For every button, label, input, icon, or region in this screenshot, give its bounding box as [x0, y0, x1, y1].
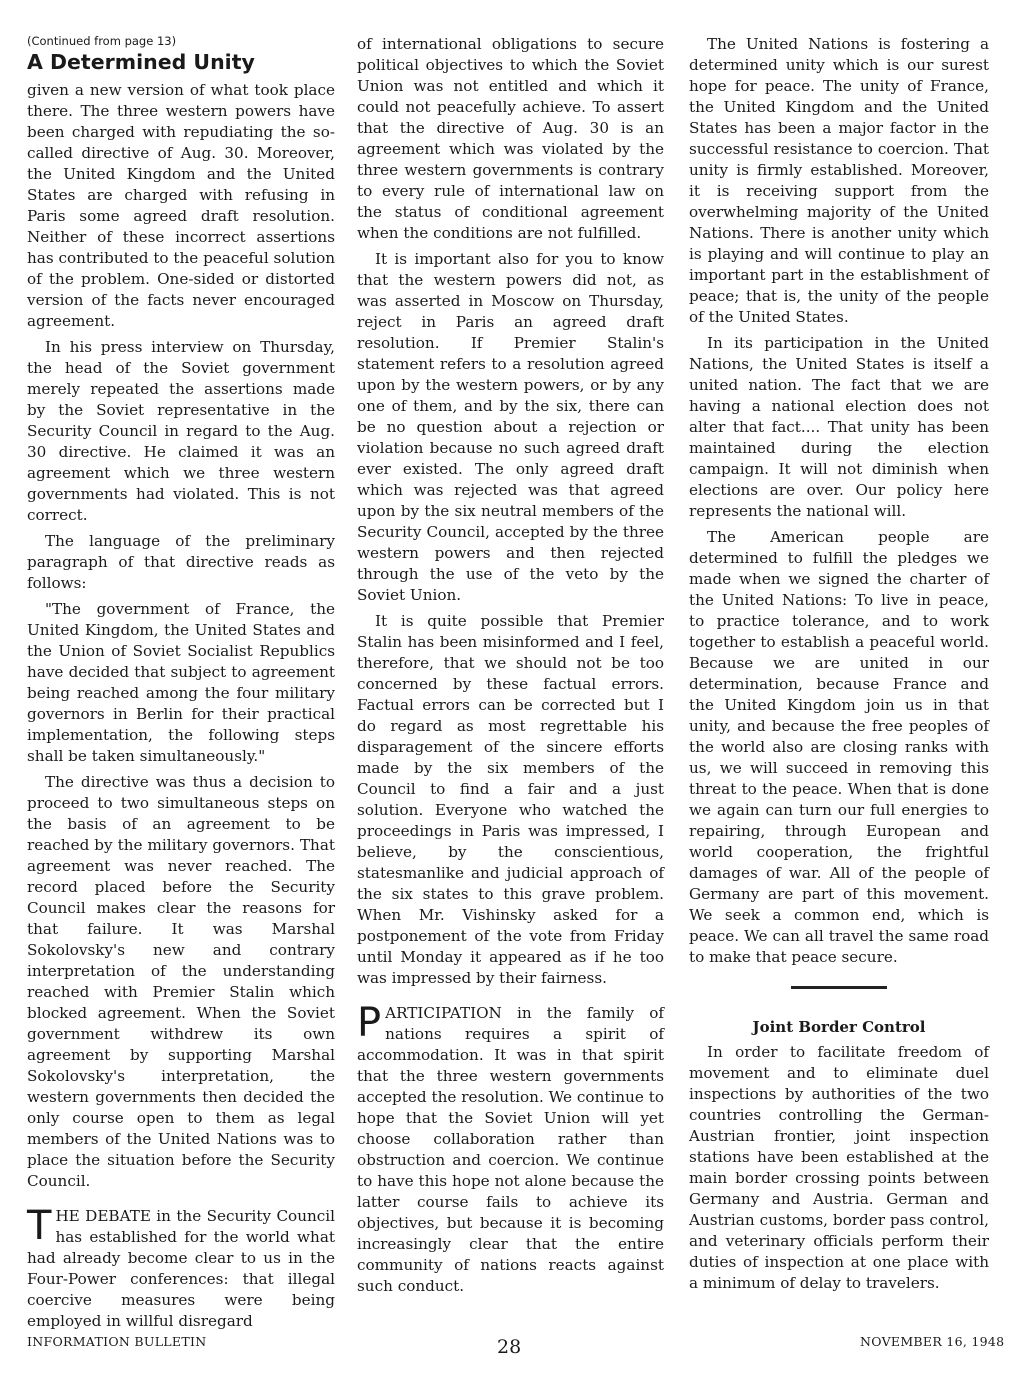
drop-cap: P [357, 1000, 382, 1046]
paragraph: given a new version of what took place there. The three western powers have been charged with repudiating the so-called directive of Aug. 30. Moreover, the United Kingdom and the United States are charged with refusing in Paris some agreed draft resolution. Neither of these incorrect assertions has contributed to the peaceful solution of the problem. One-sided or distorted version of the facts never encouraged agreement. [27, 81, 335, 330]
continued-note: (Continued from page 13) [27, 34, 177, 48]
drop-cap: T [27, 1203, 52, 1249]
page-number: 28 [497, 1336, 522, 1358]
paragraph: The United Nations is fostering a determined unity which is our surest hope for peace. The unity of France, the United Kingdom and the United States has been a major factor in the successful resistance to coercion. That unity is firmly established. Moreover, it is receiving support from the overwhelming majority of the United Nations. There is another unity which is playing and will continue to play an important part in the establishment of peace; that is, the unity of the people of the United States. [689, 35, 989, 326]
paragraph: The directive was thus a decision to proceed to two simultaneous steps on the basis of an agreement to be reached by the military governors. That agreement was never reached. The record placed before the Security Council makes clear the reasons for that failure. It was Marshal Sokolovsky's new and contrary interpretation of the understanding reached with Premier Stalin which blocked agreement. When the Soviet government withdrew its own agreement by supporting Marshal Sokolovsky's interpretation, the western governments then decided the only course open to them as legal members of the United Nations was to place the situation before the Security Council. [27, 773, 335, 1190]
column-right [689, 34, 989, 1299]
paragraph: In its participation in the United Nations, the United States is itself a united nation. The fact that we are having a national election does not alter that fact.... That unity has been maintained during the election campaign. It will not diminish when elections are over. Our policy here represents the national will. [689, 334, 989, 520]
paragraph: It is important also for you to know that the western powers did not, as was asserted in Moscow on Thursday, reject in Paris an agreed draft resolution. If Premier Stalin's statement refers to a resolution agreed upon by the western powers, or by any one of them, and by the six, there can be no question about a rejection or violation because no such agreed draft ever existed. The only agreed draft which was rejected was that agreed upon by the six neutral members of the Security Council, accepted by the three western powers and then rejected through the use of the veto by the Soviet Union. [357, 250, 664, 604]
column-left [27, 34, 335, 1337]
footer-publication: INFORMATION BULLETIN [27, 1334, 207, 1349]
paragraph-text: ARTICIPATION in the family of nations requires a spirit of accommodation. It was in that spirit that the three western governments accepted the resolution. We continue to hope that the Soviet Union will yet choose collaboration rather than obstruction and coercion. We continue to have this hope not alone because the latter course fails to achieve its objectives, but because it is becoming increasingly clear that the entire community of nations reacts against such conduct. [357, 1004, 664, 1295]
paragraph: In his press interview on Thursday, the head of the Soviet government merely repeated the assertions made by the Soviet representative in the Security Council in regard to the Aug. 30 directive. He claimed it was an agreement which we three western governments had violated. This is not correct. [27, 338, 335, 524]
paragraph-dropcap [357, 1000, 664, 1297]
section-heading: Joint Border Control [752, 1018, 926, 1036]
paragraph-text: HE DEBATE in the Security Council has established for the world what had already become clear to us in the Four-Power conferences: that illegal coercive measures were being employed in willful disregard [27, 1207, 335, 1330]
paragraph: It is quite possible that Premier Stalin has been misinformed and I feel, therefore, that we should not be too concerned by these factual errors. Factual errors can be corrected but I do regard as most regrettable his disparagement of the sincere efforts made by the six members of the Council to find a fair and a just solution. Everyone who watched the proceedings in Paris was impressed, I believe, by the conscientious, statesmanlike and judicial approach of the six states to this grave problem. When Mr. Vishinsky asked for a postponement of the vote from Friday until Monday it appeared as if he too was impressed by their fairness. [357, 612, 664, 987]
paragraph-dropcap [27, 1203, 335, 1332]
column-middle [357, 34, 664, 1302]
paragraph: of international obligations to secure political objectives to which the Soviet Union was not entitled and which it could not peacefully achieve. To assert that the directive of Aug. 30 is an agreement which was violated by the three western governments is contrary to every rule of international law on the status of conditional agreement when the conditions are not fulfilled. [357, 35, 664, 242]
section-divider [791, 986, 887, 989]
footer-date: NOVEMBER 16, 1948 [860, 1334, 1005, 1349]
paragraph: In order to facilitate freedom of movement and to eliminate duel inspections by authorities of the two countries controlling the German-Austrian frontier, joint inspection stations have been established at the main border crossing points between Germany and Austria. German and Austrian customs, border pass control, and veterinary officials perform their duties of inspection at one place with a minimum of delay to travelers. [689, 1043, 989, 1292]
paragraph: The language of the preliminary paragraph of that directive reads as follows: [27, 532, 335, 592]
quoted-paragraph: "The government of France, the United Kingdom, the United States and the Union of Soviet Socialist Republics have decided that subject to agreement being reached among the four military governors in Berlin for their practical implementation, the following steps shall be taken simultaneously." [27, 600, 335, 765]
article-title: A Determined Unity [27, 50, 255, 74]
paragraph: The American people are determined to fulfill the pledges we made when we signed the charter of the United Nations: To live in peace, to practice tolerance, and to work together to establish a peaceful world. Because we are united in our determination, because France and the United Kingdom join us in that unity, and because the free peoples of the world also are closing ranks with us, we will succeed in removing this threat to the peace. When that is done we again can turn our full energies to repairing, through European and world cooperation, the frightful damages of war. All of the people of Germany are part of this movement. We seek a common end, which is peace. We can all travel the same road to make that peace secure. [689, 528, 989, 966]
